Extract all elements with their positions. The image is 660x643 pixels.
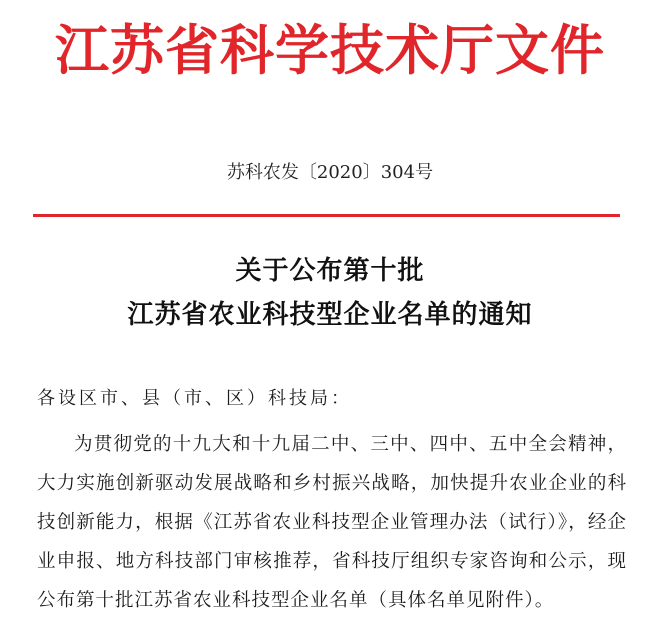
document-number: 苏科农发〔2020〕304号 [226,162,434,183]
header-divider [33,214,620,217]
salutation: 各设区市、县（市、区）科技局： [37,388,352,409]
notice-title-line-2: 江苏省农业科技型企业名单的通知 [127,300,533,330]
document-header-title: 江苏省科学技术厅文件 [55,18,605,82]
body-paragraph: 为贯彻党的十九大和十九届二中、三中、四中、五中全会精神，大力实施创新驱动发展战略和乡村振兴战略，加快提升农业企业的科技创新能力，根据《江苏省农业科技型企业管理办法（试行）》，经企业申报、地方科技部门审核推荐，省科技厅组织专家咨询和公示，现公布第十批江苏省农业科技型企业名单（具体名单见附件）。 [37,434,627,611]
notice-title-line-1: 关于公布第十批 [235,256,425,286]
